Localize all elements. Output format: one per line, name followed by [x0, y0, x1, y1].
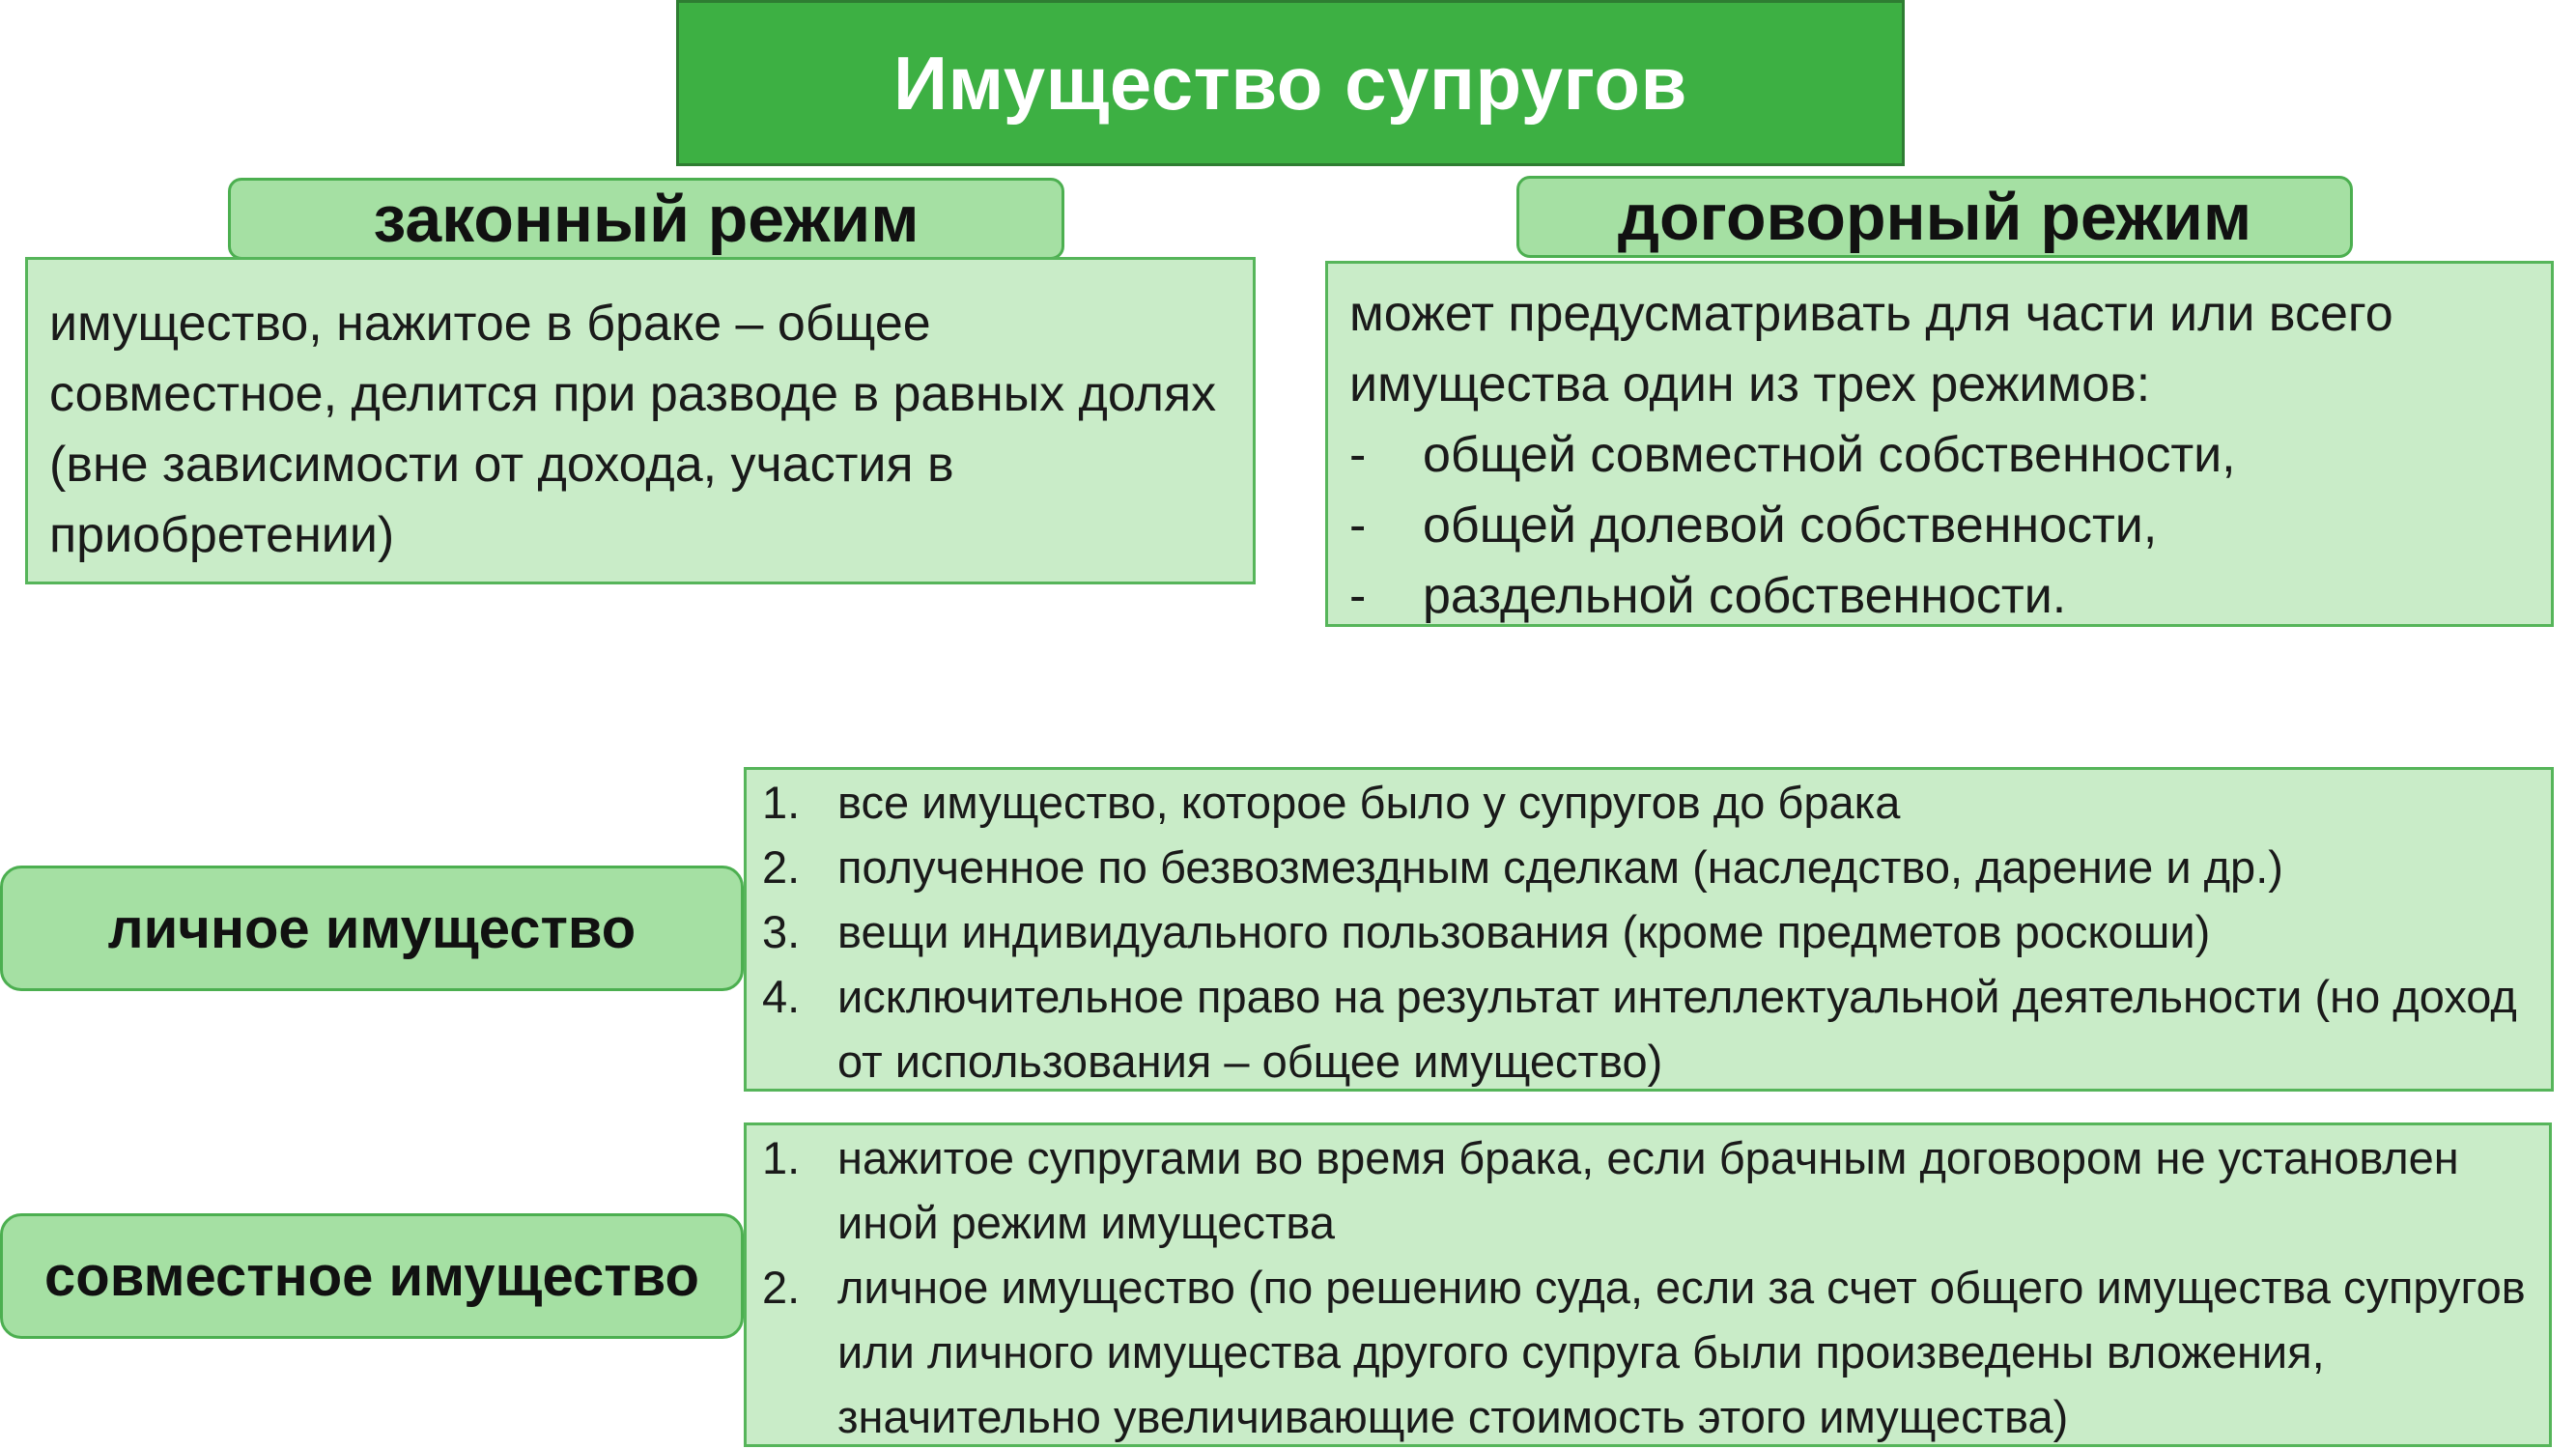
list-item — [762, 770, 2532, 835]
personal-property-label: личное имущество — [0, 866, 744, 991]
joint-property-label: совместное имущество — [0, 1213, 744, 1339]
list-item-text: все имущество, которое было у супругов до брака — [837, 777, 1901, 828]
list-item — [762, 1125, 2530, 1255]
page-title: Имущество супругов — [892, 40, 1688, 126]
list-item — [762, 835, 2532, 899]
list-item-text: раздельной собственности. — [1423, 568, 2067, 624]
list-marker: - — [1349, 497, 1367, 554]
list-number: 1. — [762, 777, 801, 828]
list-item — [1349, 491, 2530, 561]
list-item-text: общей совместной собственности, — [1423, 427, 2236, 483]
title-box — [676, 0, 1905, 166]
contract-regime-box — [1325, 261, 2554, 627]
personal-property-list — [744, 767, 2554, 1092]
legal-regime-header: законный режим — [228, 178, 1064, 260]
joint-property-list — [744, 1122, 2552, 1447]
list-marker: - — [1349, 427, 1367, 483]
legal-regime-text: имущество, нажитое в браке – общее совместное, делится при разводе в равных долях (вне зависимости от дохода, участия в приобретении) — [49, 296, 1217, 563]
list-item-text: нажитое супругами во время брака, если брачным договором не установлен иной режим имущества — [837, 1132, 2459, 1248]
list-item — [762, 1255, 2530, 1449]
list-number: 3. — [762, 906, 801, 957]
list-item — [762, 899, 2532, 964]
legal-regime-box — [25, 257, 1256, 584]
contract-regime-header: договорный режим — [1516, 176, 2353, 258]
list-number: 4. — [762, 971, 801, 1022]
list-item-text: полученное по безвозмездным сделкам (наследство, дарение и др.) — [837, 841, 2283, 893]
list-item — [1349, 420, 2530, 491]
list-number: 1. — [762, 1132, 801, 1183]
list-item — [1349, 561, 2530, 632]
list-item — [762, 964, 2532, 1094]
list-number: 2. — [762, 1262, 801, 1313]
contract-regime-intro: может предусматривать для части или всего имущества один из трех режимов: — [1349, 286, 2393, 412]
list-item-text: вещи индивидуального пользования (кроме предметов роскоши) — [837, 906, 2211, 957]
list-number: 2. — [762, 841, 801, 893]
list-marker: - — [1349, 568, 1367, 624]
list-item-text: общей долевой собственности, — [1423, 497, 2158, 554]
list-item-text: личное имущество (по решению суда, если за счет общего имущества супругов или личного имущества другого супруга были произведены вложения, значительно увеличивающие стоимость этого имущества) — [837, 1262, 2526, 1442]
list-item-text: исключительное право на результат интеллектуальной деятельности (но доход от использования – общее имущество) — [837, 971, 2517, 1087]
